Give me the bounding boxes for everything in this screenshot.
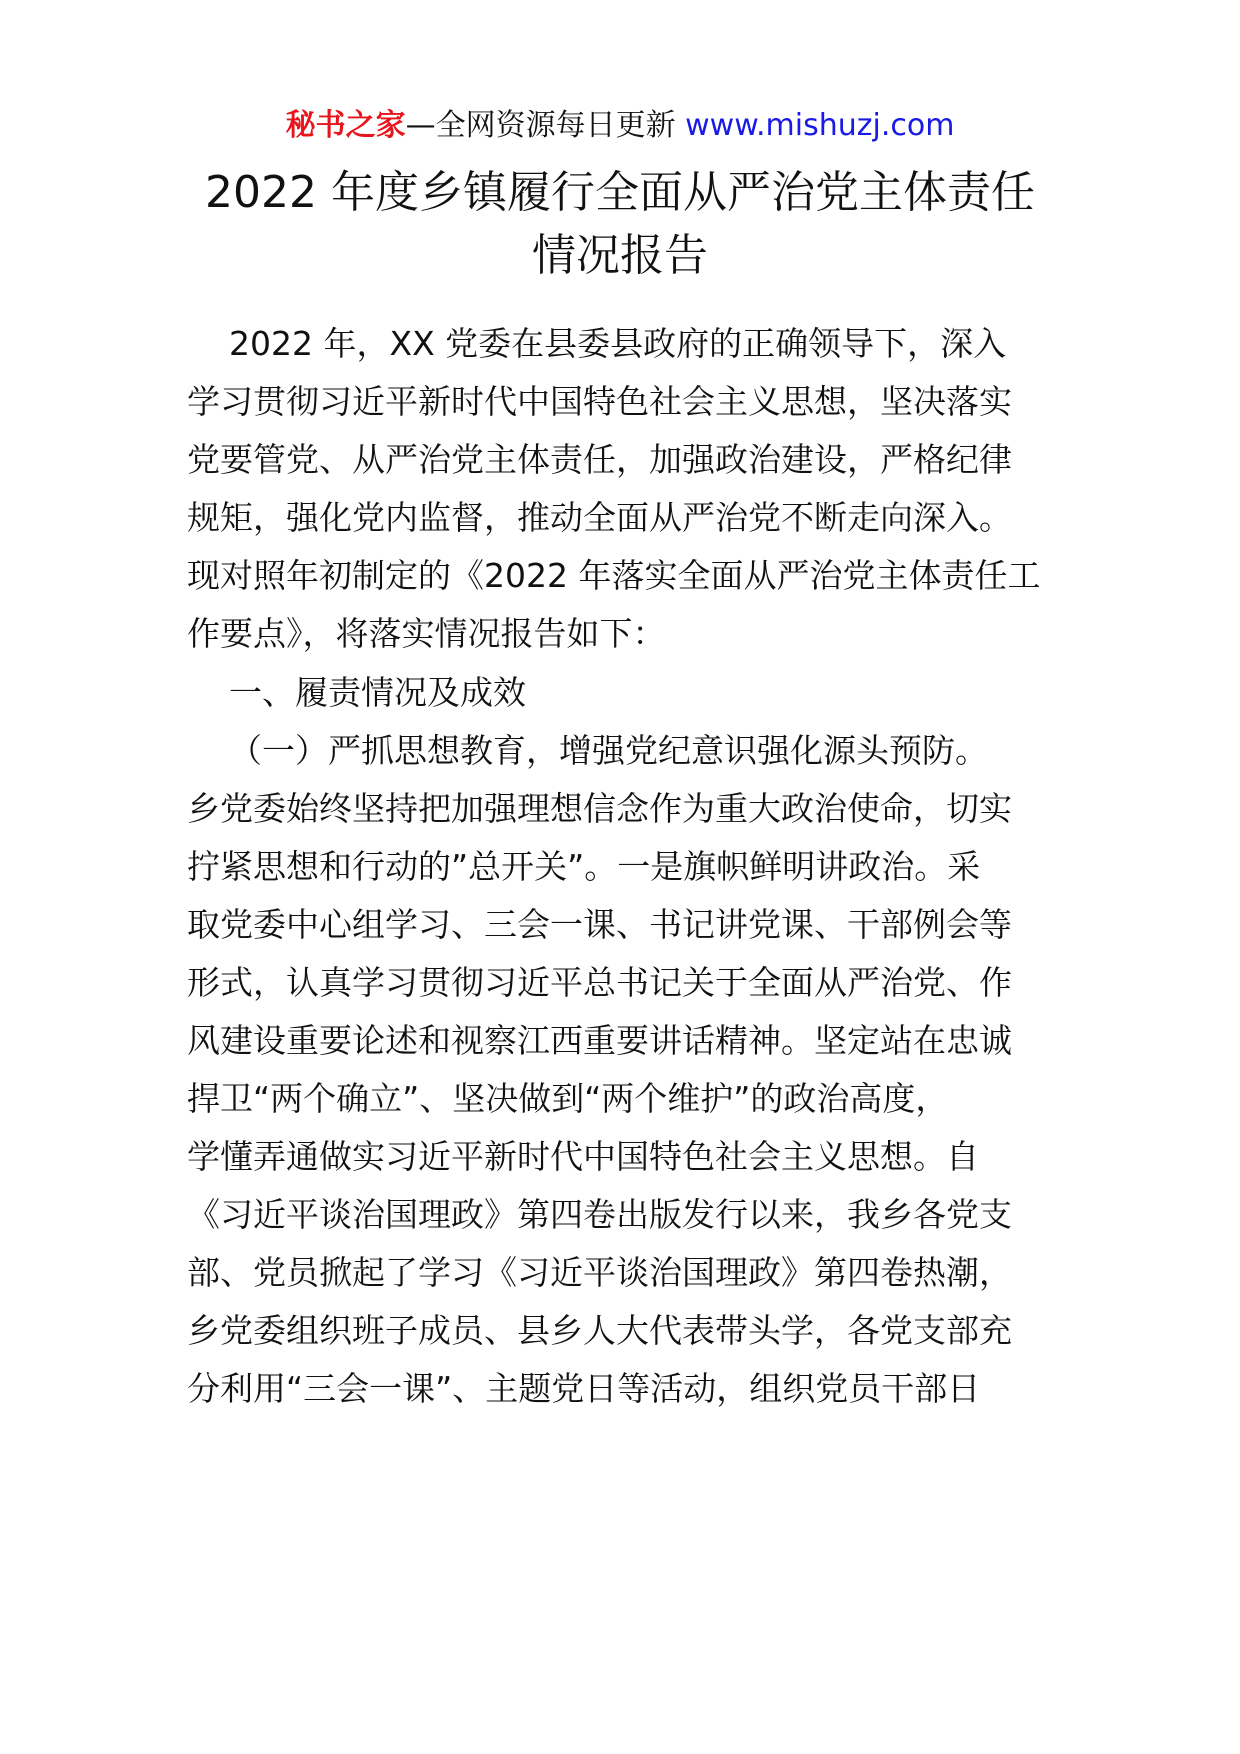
site-tagline: —全网资源每日更新 (405, 108, 676, 143)
site-header (0, 104, 1240, 148)
body-line: 取党委中心组学习、三会一课、书记讲党课、干部例会等 (187, 905, 1012, 944)
body-line: 分利用“三会一课”、主题党日等活动，组织党员干部日 (187, 1369, 981, 1408)
body-line: 乡党委始终坚持把加强理想信念作为重大政治使命，切实 (187, 789, 1012, 828)
body-line: 党要管党、从严治党主体责任，加强政治建设，严格纪律 (187, 440, 1012, 479)
body-line: 现对照年初制定的《2022 年落实全面从严治党主体责任工 (187, 556, 1041, 595)
body-line: 形式，认真学习贯彻习近平总书记关于全面从严治党、作 (187, 963, 1012, 1002)
site-brand: 秘书之家 (285, 108, 406, 143)
body-line: 风建设重要论述和视察江西重要讲话精神。坚定站在忠诚 (187, 1021, 1012, 1060)
body-line: 学懂弄通做实习近平新时代中国特色社会主义思想。自 (187, 1137, 979, 1176)
body-line: 乡党委组织班子成员、县乡人大代表带头学，各党支部充 (187, 1311, 1012, 1350)
body-line: 《习近平谈治国理政》第四卷出版发行以来，我乡各党支 (187, 1195, 1012, 1234)
body-line: 作要点》，将落实情况报告如下： (187, 614, 666, 653)
body-line: 学习贯彻习近平新时代中国特色社会主义思想，坚决落实 (187, 382, 1012, 421)
body-line: 拧紧思想和行动的”总开关”。一是旗帜鲜明讲政治。采 (187, 847, 981, 886)
subsection-heading: （一）严抓思想教育，增强党纪意识强化源头预防。 (229, 731, 988, 770)
body-line: 捍卫“两个确立”、坚决做到“两个维护”的政治高度， (187, 1079, 949, 1118)
section-heading: 一、履责情况及成效 (229, 673, 526, 712)
document-title-line-1: 2022 年度乡镇履行全面从严治党主体责任 (205, 167, 1035, 218)
site-url[interactable]: www.mishuzj.com (685, 108, 955, 143)
body-line: 规矩，强化党内监督，推动全面从严治党不断走向深入。 (187, 498, 1012, 537)
body-line: 部、党员掀起了学习《习近平谈治国理政》第四卷热潮， (187, 1253, 1012, 1292)
body-line: 2022 年，XX 党委在县委县政府的正确领导下，深入 (229, 324, 1007, 363)
document-title-line-2: 情况报告 (532, 230, 708, 281)
